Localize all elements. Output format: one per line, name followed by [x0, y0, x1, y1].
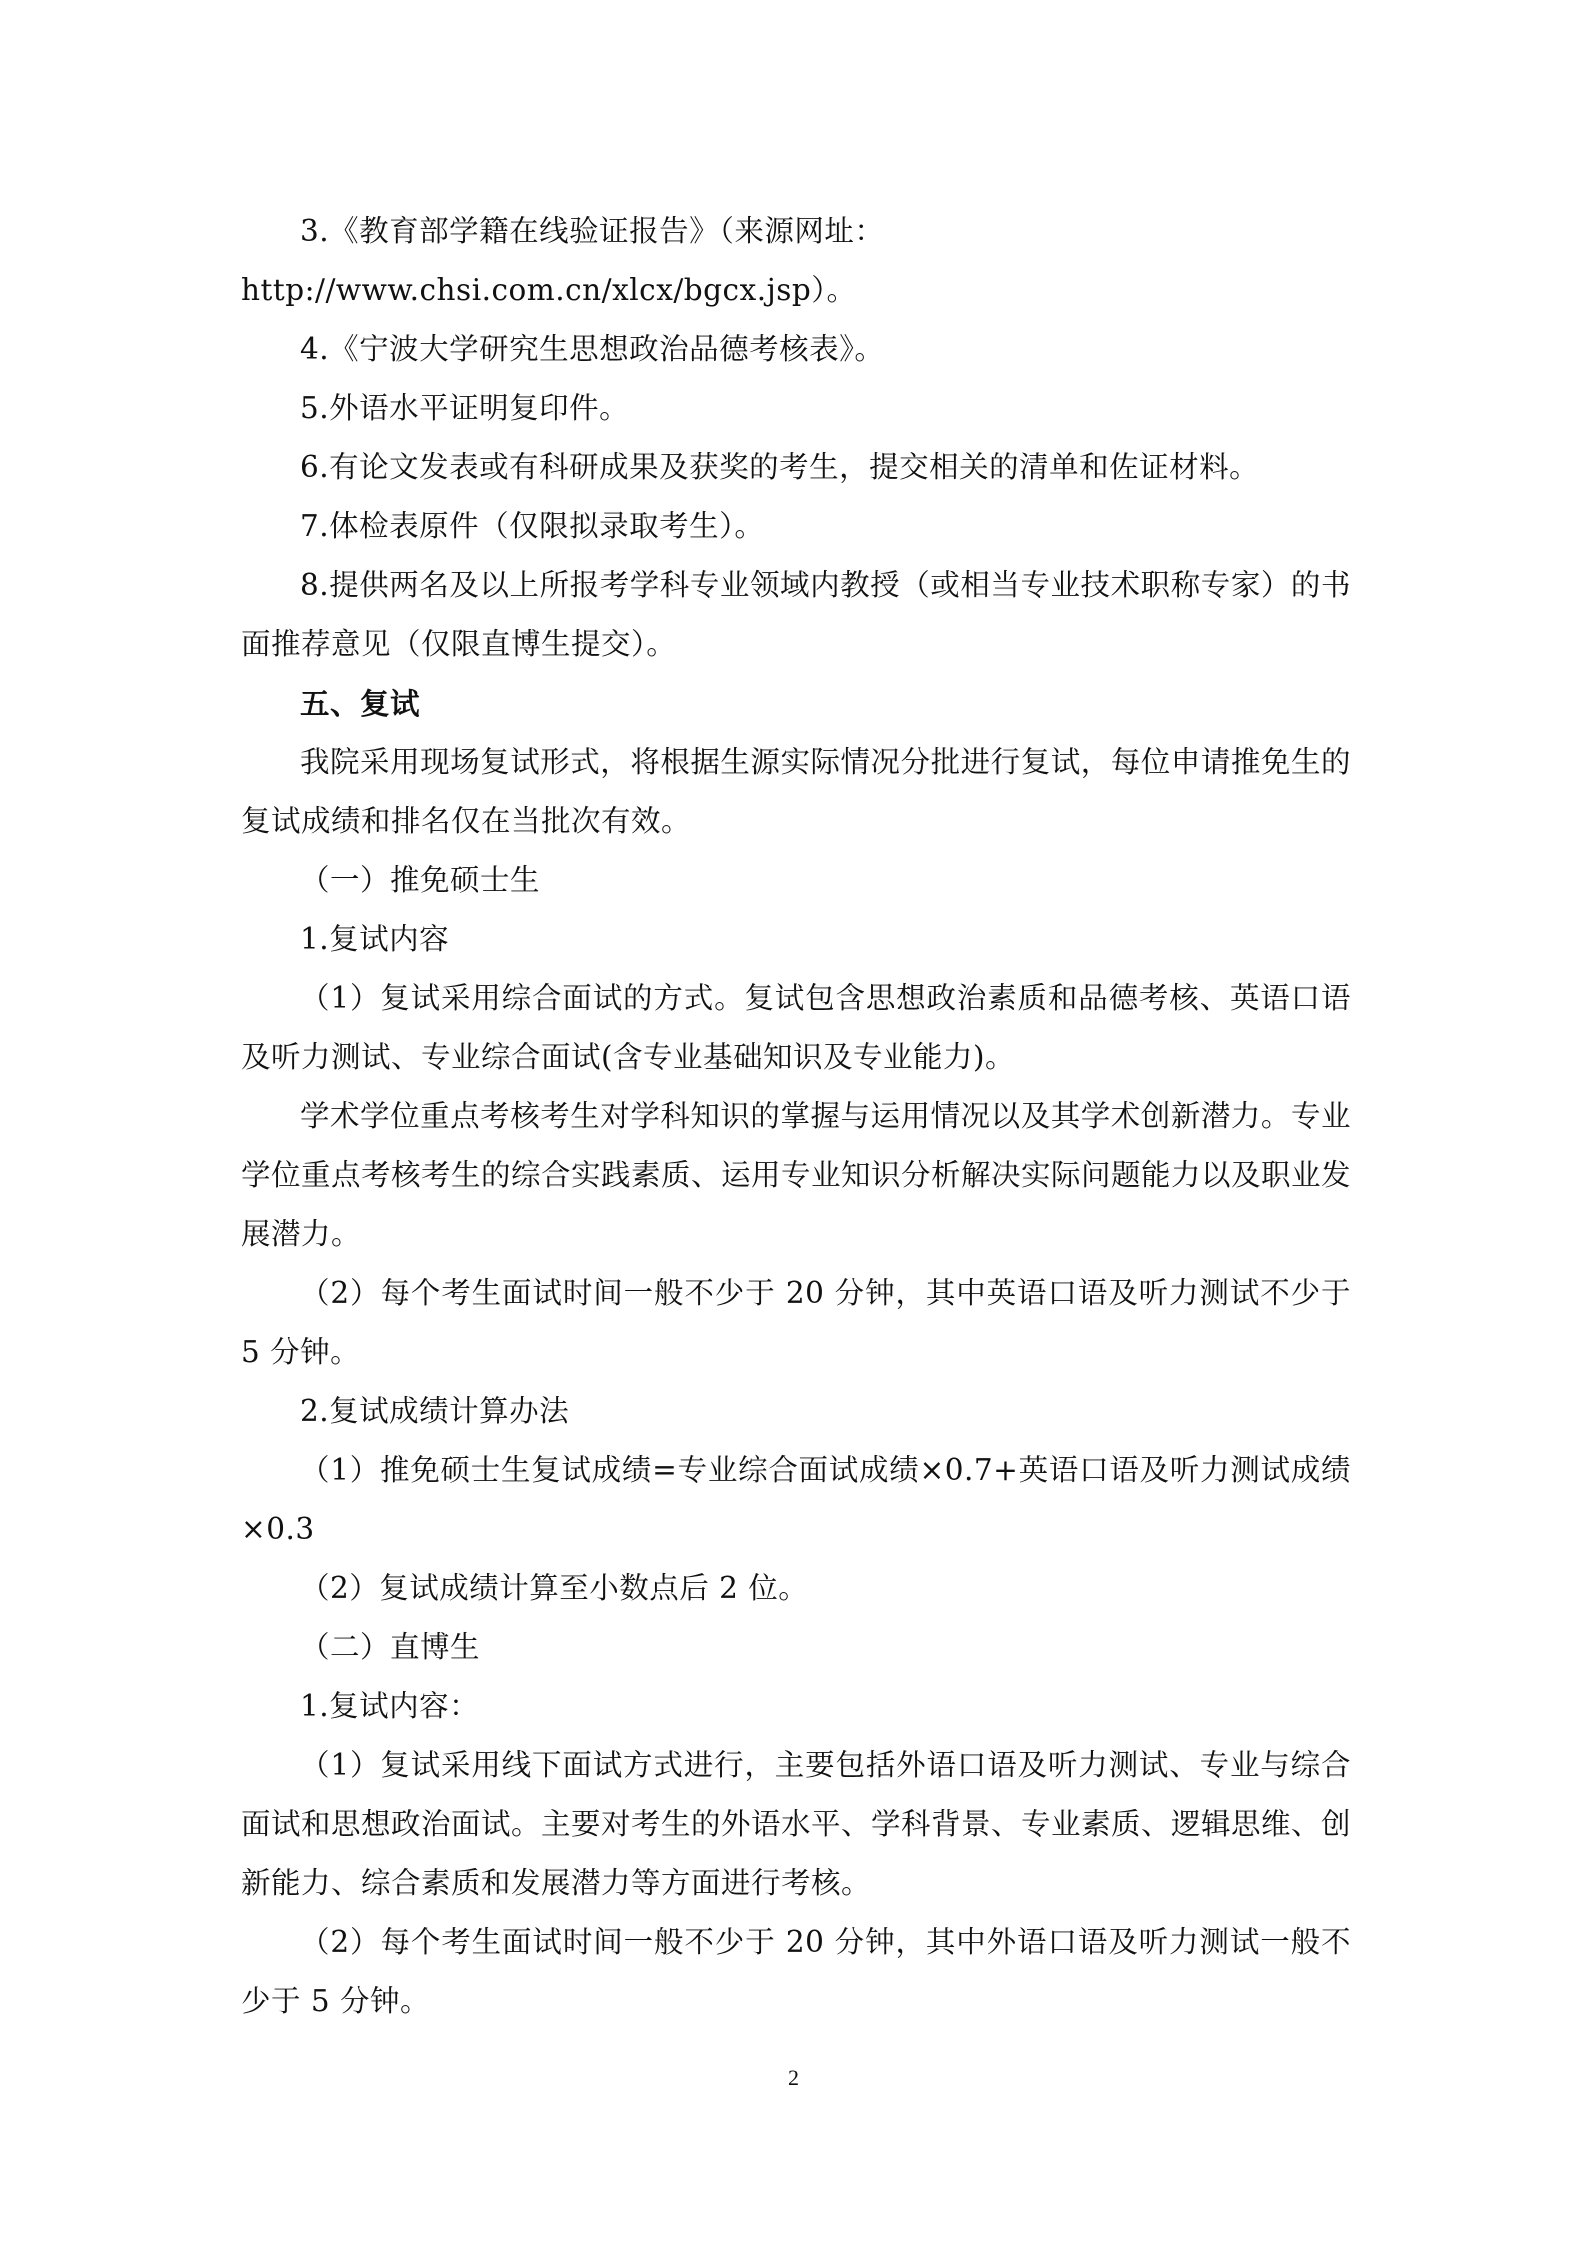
paragraph-item-4: 4.《宁波大学研究生思想政治品德考核表》。 — [300, 332, 885, 366]
paragraph-item-6: 6.有论文发表或有科研成果及获奖的考生，提交相关的清单和佐证材料。 — [300, 450, 1260, 484]
paragraph-item-8: 8.提供两名及以上所报考学科专业领域内教授（或相当专业技术职称专家）的书面推荐意见（仅限直博生提交）。 — [241, 568, 1351, 661]
paragraph-master-content-1: （1）复试采用综合面试的方式。复试包含思想政治素质和品德考核、英语口语及听力测试、专业综合面试(含专业基础知识及专业能力)。 — [241, 981, 1351, 1074]
paragraph-score-formula: （1）推免硕士生复试成绩=专业综合面试成绩×0.7+英语口语及听力测试成绩×0.3 — [241, 1453, 1351, 1546]
subheading-master-content: 1.复试内容 — [300, 922, 450, 956]
paragraph-item-5: 5.外语水平证明复印件。 — [300, 391, 630, 425]
paragraph-item-7: 7.体检表原件（仅限拟录取考生）。 — [300, 509, 765, 543]
paragraph-score-precision: （2）复试成绩计算至小数点后 2 位。 — [300, 1571, 809, 1605]
subheading-master: （一）推免硕士生 — [300, 863, 541, 897]
paragraph-phd-content-2: （2）每个考生面试时间一般不少于 20 分钟，其中外语口语及听力测试一般不少于 5 分钟。 — [241, 1925, 1351, 2018]
paragraph-retest-intro: 我院采用现场复试形式，将根据生源实际情况分批进行复试，每位申请推免生的复试成绩和排名仅在当批次有效。 — [241, 745, 1351, 838]
subheading-direct-phd: （二）直博生 — [300, 1630, 481, 1664]
paragraph-url: http://www.chsi.com.cn/xlcx/bgcx.jsp）。 — [241, 273, 857, 307]
paragraph-phd-content-1: （1）复试采用线下面试方式进行，主要包括外语口语及听力测试、专业与综合面试和思想政治面试。主要对考生的外语水平、学科背景、专业素质、逻辑思维、创新能力、综合素质和发展潜力等方面进行考核。 — [241, 1748, 1352, 1900]
paragraph-master-content-2: （2）每个考生面试时间一般不少于 20 分钟，其中英语口语及听力测试不少于 5 分钟。 — [241, 1276, 1351, 1369]
paragraph-master-content-focus: 学术学位重点考核考生对学科知识的掌握与运用情况以及其学术创新潜力。专业学位重点考核考生的综合实践素质、运用专业知识分析解决实际问题能力以及职业发展潜力。 — [241, 1099, 1352, 1251]
page-number: 2 — [788, 2065, 799, 2090]
section-heading-retest: 五、复试 — [300, 686, 421, 721]
subheading-score-method: 2.复试成绩计算办法 — [300, 1394, 570, 1428]
document-body — [241, 202, 1351, 2031]
subheading-phd-content: 1.复试内容： — [300, 1689, 480, 1723]
paragraph-item-3: 3.《教育部学籍在线验证报告》（来源网址： — [300, 214, 885, 248]
